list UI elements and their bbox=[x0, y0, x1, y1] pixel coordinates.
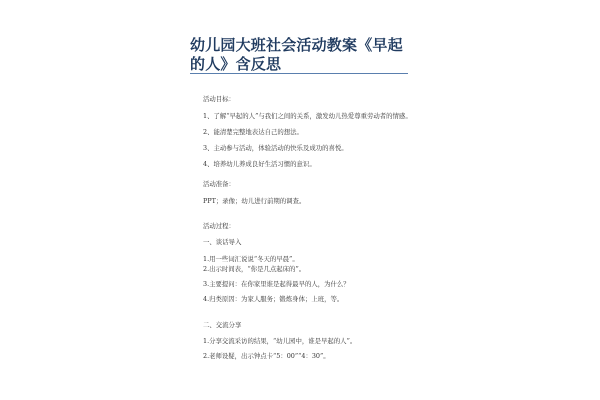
part1-item: 1.用一些词汇说说“冬天的早晨”。 bbox=[203, 255, 299, 263]
part2-heading: 二、交流分享 bbox=[203, 321, 242, 329]
part2-item: 1.分享交流采访的结果，“幼儿园中，谁是早起的人”。 bbox=[203, 337, 357, 345]
prep-heading: 活动准备： bbox=[203, 180, 235, 188]
prep-text: PPT；录像；幼儿进行前期的调查。 bbox=[203, 197, 306, 205]
document-title: 幼儿园大班社会活动教案《早起的人》含反思 bbox=[190, 36, 403, 73]
part1-item: 4.归类原因：为家人服务；锻炼身体；上班，等。 bbox=[203, 295, 344, 303]
part1-item: 3.主要提问：在你家里谁是起得最早的人，为什么？ bbox=[203, 280, 350, 288]
goals-heading: 活动目标： bbox=[203, 95, 235, 103]
goal-item: 4、培养幼儿养成良好生活习惯的意识。 bbox=[203, 160, 316, 168]
process-heading: 活动过程： bbox=[203, 222, 235, 230]
part1-item: 2.出示时间表，“你是几点起床的”。 bbox=[203, 265, 306, 273]
title-divider bbox=[190, 73, 408, 74]
goal-item: 1、了解“早起的人”与我们之间的关系，激发幼儿热爱尊重劳动者的情感。 bbox=[203, 112, 412, 120]
goal-item: 3、主动参与活动，体验活动的快乐及成功的喜悦。 bbox=[203, 144, 348, 152]
part2-item: 2.老师设疑，出示钟点卡“5：00”“4：30”。 bbox=[203, 352, 330, 360]
goal-item: 2、能清楚完整地表达自己的想法。 bbox=[203, 128, 303, 136]
part1-heading: 一、谈话导入 bbox=[203, 238, 242, 246]
